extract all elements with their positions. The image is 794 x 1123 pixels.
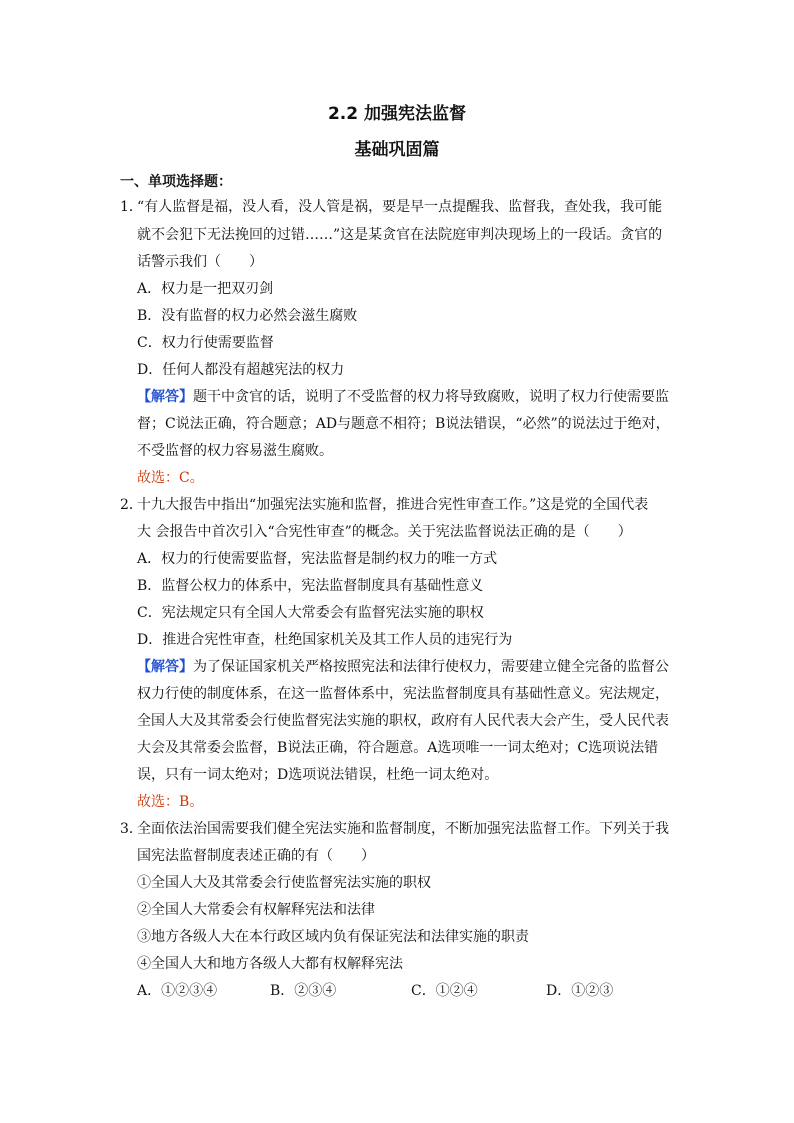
- question-2-number: 2．: [120, 497, 143, 513]
- question-2-option-c: C．宪法规定只有全国人大常委会有监督宪法实施的职权: [137, 605, 484, 621]
- question-3-stem-line: 国宪法监督制度表述正确的有（ ）: [137, 848, 375, 864]
- question-2-answer-line: 全国人大及其常委会行使监督宪法实施的职权，政府有人民代表大会产生，受人民代表: [137, 713, 669, 729]
- question-2-stem-line: 十九大报告中指出“加强宪法实施和监督，推进合宪性审查工作。”这是党的全国代表: [137, 497, 649, 513]
- question-2-selection: [137, 793, 203, 811]
- question-2-option-d: D．推进合宪性审查，杜绝国家机关及其工作人员的违宪行为: [137, 632, 513, 648]
- selection-value: C。: [179, 470, 204, 486]
- question-3-choice-d: D．①②③: [546, 983, 614, 999]
- question-2-option-a: A．权力的行使需要监督，宪法监督是制约权力的唯一方式: [137, 551, 498, 567]
- question-3-number: 3．: [120, 821, 143, 837]
- selection-label: 故选：: [137, 794, 179, 810]
- question-3-choice-c: C．①②④: [411, 983, 478, 999]
- question-2-stem-line: 大 会报告中首次引入“合宪性审查”的概念。关于宪法监督说法正确的是（ ）: [137, 524, 632, 540]
- question-1-answer-line: [137, 388, 669, 406]
- selection-label: 故选：: [137, 470, 179, 486]
- answer-tag: 【解答】: [137, 389, 193, 405]
- question-1-answer-line: 不受监督的权力容易滋生腐败。: [137, 443, 333, 459]
- answer-tag: 【解答】: [137, 659, 193, 675]
- question-2-answer-line: [137, 658, 669, 676]
- question-2-answer-line: 误，只有一词太绝对；D选项说法错误，杜绝一词太绝对。: [137, 767, 499, 783]
- question-1-option-d: D．任何人都没有超越宪法的权力: [137, 362, 345, 378]
- question-1-number: 1．: [120, 199, 143, 215]
- question-3-choice-b: B．②③④: [270, 983, 337, 999]
- question-3-item-3: ③地方各级人大在本行政区域内负有保证宪法和法律实施的职责: [137, 929, 529, 945]
- question-3-choice-a: A．①②③④: [137, 983, 218, 999]
- question-3-item-4: ④全国人大和地方各级人大都有权解释宪法: [137, 956, 403, 972]
- question-1-option-c: C．权力行使需要监督: [137, 335, 274, 351]
- section-heading: 一、单项选择题：: [120, 174, 232, 190]
- question-2-answer-line: 大会及其常委会监督，B说法正确，符合题意。A选项唯一一词太绝对；C选项说法错: [137, 740, 659, 756]
- question-1-stem-line: “有人监督是福，没人看，没人管是祸，要是早一点提醒我、监督我，查处我，我可能: [137, 199, 663, 215]
- question-1-stem-line: 就不会犯下无法挽回的过错……”这是某贪官在法院庭审判决现场上的一段话。贪官的: [137, 227, 663, 243]
- question-1-option-a: A．权力是一把双刃剑: [137, 281, 274, 297]
- answer-text: 题干中贪官的话，说明了不受监督的权力将导致腐败，说明了权力行使需要监: [193, 389, 669, 405]
- question-3-item-2: ②全国人大常委会有权解释宪法和法律: [137, 902, 375, 918]
- question-1-stem-line: 话警示我们（ ）: [137, 254, 263, 270]
- question-3-item-1: ①全国人大及其常委会行使监督宪法实施的职权: [137, 875, 431, 891]
- answer-text: 为了保证国家机关严格按照宪法和法律行使权力，需要建立健全完备的监督公: [193, 659, 669, 675]
- question-2-answer-line: 权力行使的制度体系，在这一监督体系中，宪法监督制度具有基础性意义。宪法规定，: [137, 686, 669, 702]
- question-1-answer-line: 督；C说法正确，符合题意；AD与题意不相符；B说法错误，“必然”的说法过于绝对，: [137, 416, 670, 432]
- question-2-option-b: B．监督公权力的体系中，宪法监督制度具有基础性意义: [137, 578, 484, 594]
- question-3-stem-line: 全面依法治国需要我们健全宪法实施和监督制度，不断加强宪法监督工作。下列关于我: [137, 821, 669, 837]
- question-1-option-b: B．没有监督的权力必然会滋生腐败: [137, 308, 358, 324]
- selection-value: B。: [179, 794, 204, 810]
- document-subtitle: 基础巩固篇: [354, 140, 440, 160]
- document-title: 2.2 加强宪法监督: [327, 104, 467, 124]
- question-1-selection: [137, 469, 204, 487]
